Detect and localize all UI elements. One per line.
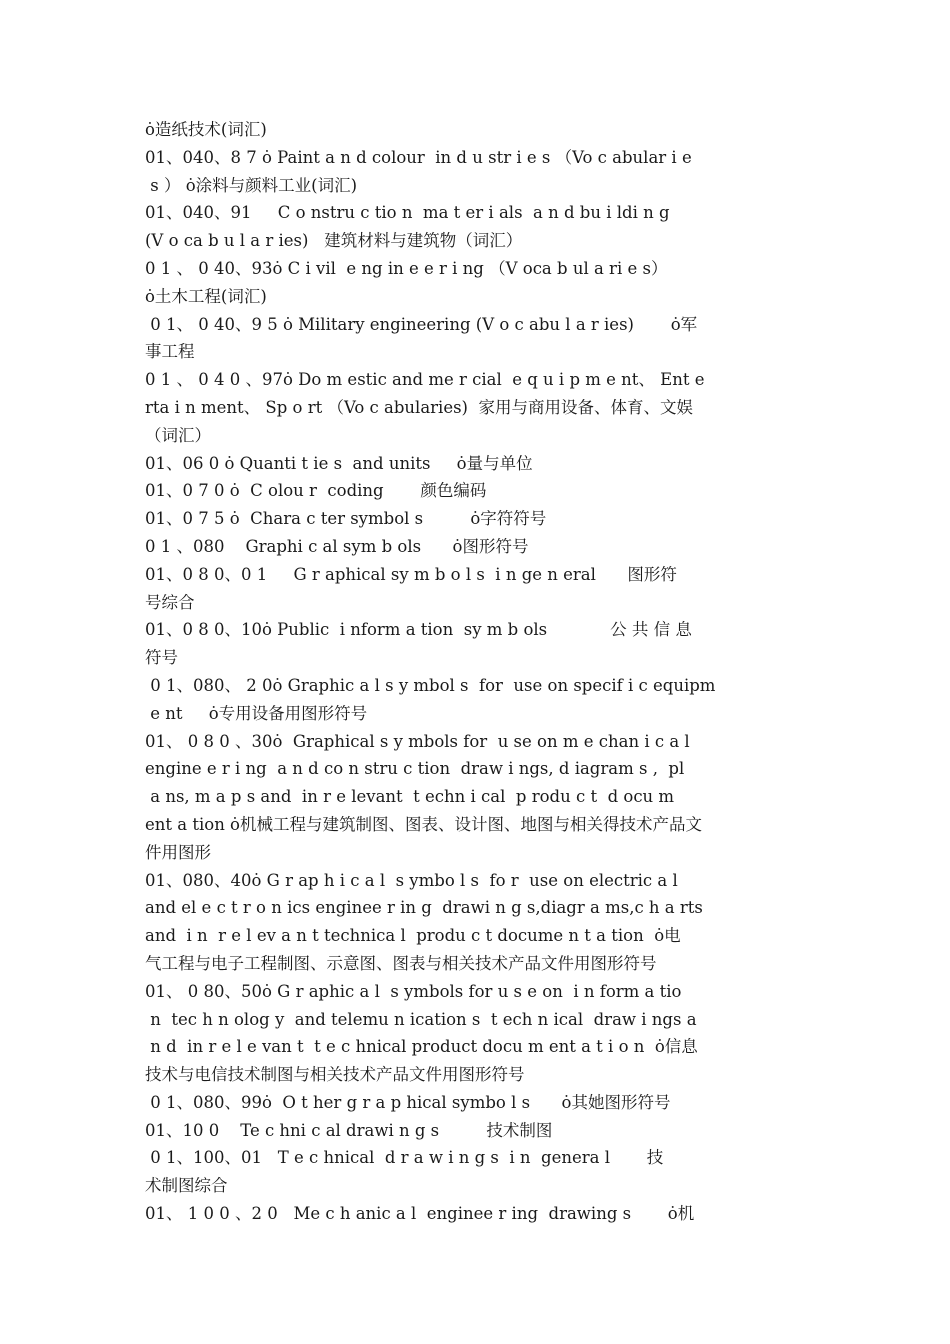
text-line: 0 1 、080 Graphi c al sym b ols ȯ图形符号: [145, 536, 529, 556]
text-line: 0 1、080、99ȯ O t her g r a p hical symbo l s ȯ其她图形符号: [145, 1092, 671, 1112]
text-line: a ns, m a p s and in r e levant t echn i cal p rodu c t d ocu m: [145, 787, 675, 807]
text-line: 01、10 0 Te c hni c al drawi n g s 技术制图: [145, 1120, 553, 1140]
text-line: and el e c t r o n ics enginee r in g drawi n g s,diagr a ms,c h a rts: [145, 898, 703, 918]
text-line: 技术与电信技术制图与相关技术产品文件用图形符号: [145, 1065, 525, 1085]
text-line: 0 1、080、 2 0ȯ Graphic a l s y mbol s for use on specif i c equipm: [145, 675, 716, 695]
text-line: 01、0 7 5 ȯ Chara c ter symbol s ȯ字符符号: [145, 509, 547, 529]
text-line: 符号: [145, 648, 178, 668]
text-line: rta i n ment、 Sp o rt （Vo c abularies) 家用与商用设备、体育、文娱: [145, 397, 693, 417]
text-line: 01、0 7 0 ȯ C olou r coding 颜色编码: [145, 481, 487, 501]
text-line: engine e r i ng a n d co n stru c tion draw i ngs, d iagram s , pl: [145, 759, 685, 779]
text-line: 01、0 8 0、0 1 G r aphical sy m b o l s i n ge n eral 图形符: [145, 564, 677, 584]
text-line: s ） ȯ涂料与颜料工业(词汇): [145, 175, 358, 195]
text-line: 0 1 、 0 4 0 、97ȯ Do m estic and me r cial e q u i p m e nt、 Ent e: [145, 370, 705, 390]
text-line: (V o ca b u l a r ies) 建筑材料与建筑物（词汇）: [145, 231, 523, 251]
text-line: 01、 0 80、50ȯ G r aphic a l s ymbols for u s e on i n form a tio: [145, 981, 682, 1001]
text-line: 01、 0 8 0 、30ȯ Graphical s y mbols for u se on m e chan i c a l: [145, 731, 690, 751]
text-line: 气工程与电子工程制图、示意图、图表与相关技术产品文件用图形符号: [145, 953, 657, 973]
text-line: 件用图形: [145, 842, 211, 862]
text-line: 0 1 、 0 40、93ȯ C i vil e ng in e e r i ng （V oca b ul a ri e s）: [145, 258, 668, 278]
text-line: n d in r e l e van t t e c hnical product docu m ent a t i o n ȯ信息: [145, 1037, 698, 1057]
text-line: 01、040、8 7 ȯ Paint a n d colour in d u str i e s （Vo c abular i e: [145, 147, 692, 167]
text-line: 0 1、100、01 T e c hnical d r a w i n g s i n genera l 技: [145, 1148, 664, 1168]
text-line: ȯ土木工程(词汇): [145, 286, 267, 306]
text-line: ȯ造纸技术(词汇): [145, 120, 267, 139]
text-line: 号综合: [145, 592, 195, 612]
text-line: 事工程: [145, 342, 195, 362]
document-page: [145, 116, 807, 1228]
text-line: 0 1、 0 40、9 5 ȯ Military engineering (V o c abu l a r ies) ȯ军: [145, 314, 698, 334]
text-line: 术制图综合: [145, 1176, 228, 1196]
text-line: e nt ȯ专用设备用图形符号: [145, 703, 368, 723]
text-line: 01、0 8 0、10ȯ Public i nform a tion sy m b ols 公 共 信 息: [145, 620, 692, 640]
text-line: and i n r e l ev a n t technica l produ c t docume n t a tion ȯ电: [145, 926, 681, 946]
text-line: n tec h n olog y and telemu n ication s t ech n ical draw i ngs a: [145, 1009, 697, 1029]
text-line: （词汇）: [145, 425, 211, 445]
text-line: ent a tion ȯ机械工程与建筑制图、图表、设计图、地图与相关得技术产品文: [145, 814, 702, 834]
text-line: 01、040、91 C o nstru c tio n ma t er i als a n d bu i ldi n g: [145, 203, 670, 223]
text-line: 01、06 0 ȯ Quanti t ie s and units ȯ量与单位: [145, 453, 533, 473]
text-line: 01、080、40ȯ G r ap h i c a l s ymbo l s fo r use on electric a l: [145, 870, 678, 890]
text-line: 01、 1 0 0 、2 0 Me c h anic a l enginee r ing drawing s ȯ机: [145, 1204, 695, 1224]
